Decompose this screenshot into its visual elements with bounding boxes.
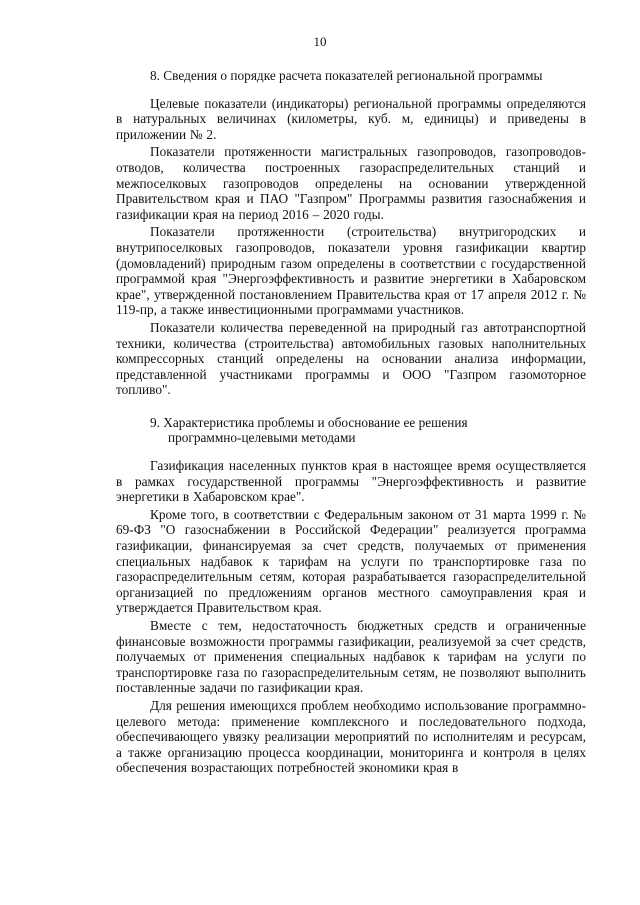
document-body	[116, 68, 586, 778]
section-9-paragraph: Вместе с тем, недостаточность бюджетных средств и ограниченные финансовые возможности программы газификации, реализуемой за счет средств, получаемых от применения специальных надбавок к тарифам на услуги по транспортировке газа по газораспределительным сетям, не позволяют выполнить поставленные задачи по газификации края.	[116, 618, 586, 696]
page-number: 10	[313, 34, 327, 49]
section-8-title: 8. Сведения о порядке расчета показателей региональной программы	[150, 68, 543, 83]
section-9-title-line-2: программно-целевыми методами	[168, 430, 356, 446]
section-8-paragraph: Показатели количества переведенной на природный газ автотранспортной техники, количества (строительства) автомобильных газовых наполнительных компрессорных станций определены на основании анализа информации, представленной участниками программы и ООО "Газпром газомоторное топливо".	[116, 319, 586, 398]
section-9-paragraph: Для решения имеющихся проблем необходимо использование программно-целевого метода: применение комплексного и последовательного подхода, обеспечивающего увязку реализации мероприятий по исполнителям и ресурсам, а также организацию процесса координации, мониторинга и контроля в целях обеспечения возрастающих потребностей экономики края в	[116, 697, 586, 776]
section-9-title-line-1: 9. Характеристика проблемы и обоснование ее решения	[150, 414, 468, 430]
section-8-paragraph: Показатели протяженности магистральных газопроводов, газопроводов-отводов, количества построенных газораспределительных станций и межпоселковых газопроводов определены на основании утвержденной Правительством края и ПАО "Газпром" Программы развития газоснабжения и газификации края на период 2016 – 2020 годы.	[116, 144, 586, 222]
section-9-paragraph: Кроме того, в соответствии с Федеральным законом от 31 марта 1999 г. № 69-ФЗ "О газоснабжении в Российской Федерации" реализуется программа газификации, финансируемая за счет средств, получаемых от применения специальных надбавок к тарифам на услуги по транспортировке газа по газораспределительным сетям, которая разрабатывается газораспределительной организацией по предложениям органов местного самоуправления края и утверждается Правительством края.	[116, 506, 586, 616]
section-9-paragraph: Газификация населенных пунктов края в настоящее время осуществляется в рамках государственной программы "Энергоэффективность и развитие энергетики в Хабаровском крае".	[116, 458, 586, 505]
section-8-paragraph: Целевые показатели (индикаторы) региональной программы определяются в натуральных величинах (километры, куб. м, единицы) и приведены в приложении № 2.	[116, 95, 586, 142]
section-8-paragraph: Показатели протяженности (строительства) внутригородских и внутрипоселковых газопроводов, показатели уровня газификации квартир (домовладений) природным газом определены в соответствии с государственной программой края "Энергоэффективность и развитие энергетики в Хабаровском крае", утвержденной постановлением Правительства края от 17 апреля 2012 г. № 119-пр, а также инвестиционными программами участников.	[116, 224, 586, 318]
section-9-title	[116, 415, 586, 446]
